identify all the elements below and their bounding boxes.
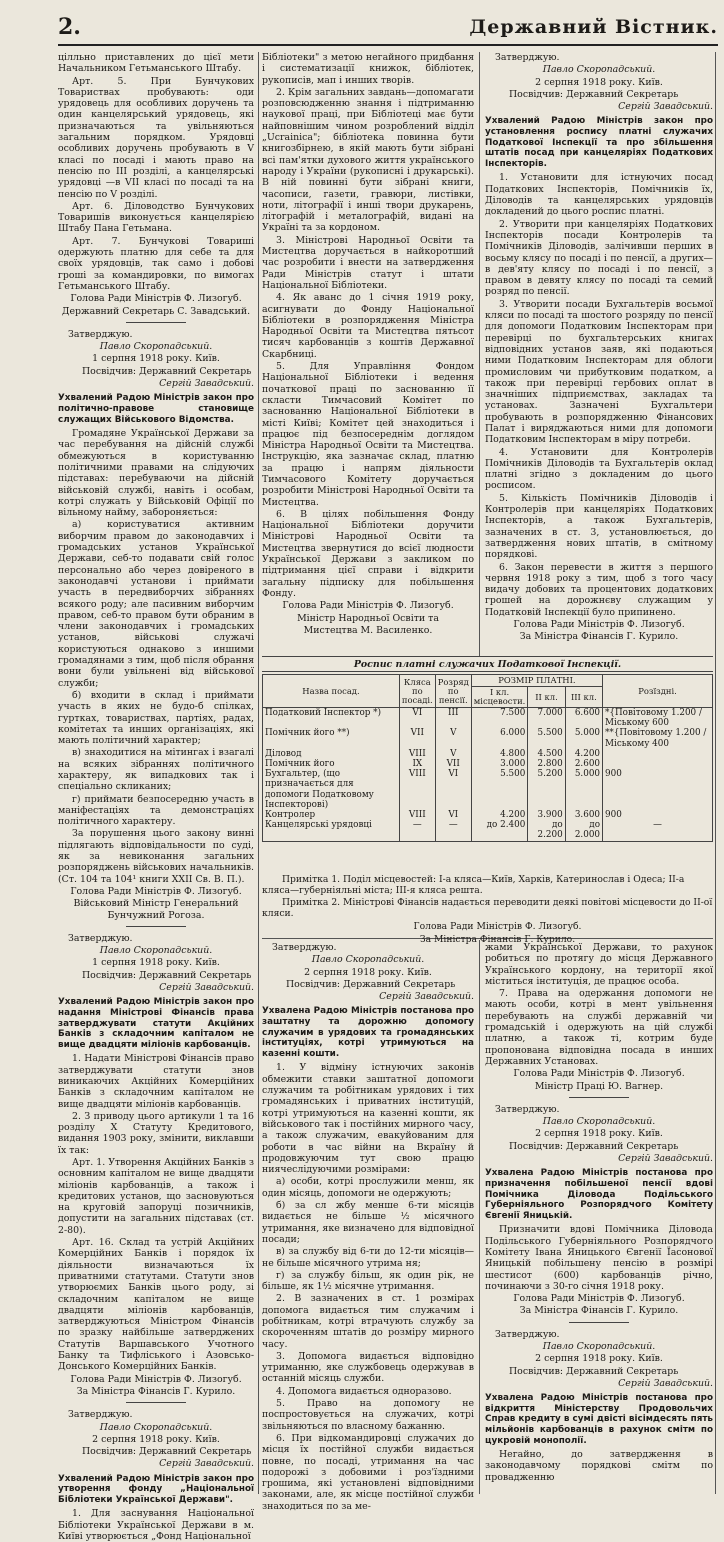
paragraph: б) за сл жбу менше 6-ти місяців видається не більше ½ місячного утримання, яке визначено для відповідної посади;	[262, 1200, 474, 1245]
roster-table	[262, 674, 713, 842]
cell-class: IX	[399, 759, 435, 769]
header-class-post: Кляса по посаді.	[399, 675, 435, 708]
cell-travel: 900	[603, 769, 713, 810]
approver-name: Павло Скоропадський.	[542, 1116, 656, 1128]
cell-travel	[603, 759, 713, 769]
cell-salary-1: до 2.400	[471, 820, 528, 841]
countersign-name: Сергій Завадський.	[379, 991, 474, 1003]
countersign-label: Посвідчив: Державний Секретарь	[82, 365, 252, 377]
cell-travel: *{Повітовому 1.200 / Міському 600	[603, 708, 713, 729]
roster-note: Примітка 2. Міністрові Фінансів надається переводити деякі повітові місцевости до II-ої кляси.	[262, 897, 713, 919]
salary-roster	[262, 656, 713, 945]
paragraph: г) за службу більш, як один рік, не більше, як 1½ місячне утримання.	[262, 1269, 474, 1293]
cell-salary-3: 2.600	[565, 759, 602, 769]
countersign-label: Посвідчив: Державний Секретарь	[82, 1446, 252, 1458]
cell-class: VIII	[399, 749, 435, 759]
cell-travel	[603, 749, 713, 759]
approval-date: 1 серпня 1918 року. Київ.	[92, 353, 220, 365]
roster-note: Примітка 1. Поділ місцевостей: I-а кляса—Київ, Харків, Катеринослав і Одеса; II-а кляса—губерніяльні міста; III-я кляса решта.	[262, 874, 685, 896]
table-row	[263, 708, 713, 729]
paragraph: а) особи, котрі прослужили менш, як один місяць, допомоги не одержують;	[262, 1176, 474, 1199]
signature-line: Голова Ради Міністрів Ф. Лизогуб.	[513, 1068, 685, 1080]
roster-notes	[262, 874, 713, 946]
column-right	[485, 52, 713, 652]
table-row	[263, 820, 713, 841]
paragraph: а) користуватися активним виборчим правом до законодавчих і громадських установ Української Держави, себ-то подавати свій голос персонально або через довіреного в законодавчі установи і приймати участь в передвиборчих зібраннях всякого роду; але пасивним виборчим правом, себ-то правом бути обраним в члени законодавчих і громадських установ, військові служачі користуються однаково з иншими громадянами з тим, щоб після обрання вони були увільнені від військової служби;	[58, 519, 254, 689]
countersign-name: Сергій Завадський.	[618, 101, 713, 113]
signature-line: Міністр Народньої Освіти та	[297, 612, 439, 624]
paragraph: 5. Для Управління Фондом Національної Бібліотеки і ведення початкової праці по заснованню її скласти Тимчасовий Комітет по заснованню Національної Бібліотеки в місті Київі; Комітет цей знаходиться і працює під безпосереднім доглядом Міністра Народньої Освіти та Мистецтва. Інструкцію, яка зазначає склад, платню за працю і напрям діяльности Тимчасового Комітету доручається розробити Міністрові Народньої Освіти та Мистецтва.	[262, 361, 474, 508]
signature-line: Голова Ради Міністрів Ф. Лизогуб.	[513, 619, 685, 631]
cell-class: VIII	[399, 769, 435, 810]
cell-post: Помічник його	[263, 759, 400, 769]
countersign-name: Сергій Завадський.	[159, 982, 254, 994]
signature-line: Голова Ради Міністрів Ф. Лизогуб.	[513, 1293, 685, 1305]
cell-salary-2: 7.000	[528, 708, 565, 729]
cell-salary-2: 5.500	[528, 728, 565, 748]
article-heading: Ухвалений Радою Міністрів закон про установлення роспису платні служачих Податкової Інспекції та про збільшення штатів посад при канцеляріях Податкових Інспекторів.	[485, 116, 713, 169]
paragraph: 2. В зазначених в ст. 1 розмірах допомога видається тим служачим і робітникам, котрі втрачують службу за скороченням штатів до розміру мирного часу.	[262, 1293, 474, 1350]
cell-salary-1: 4.800	[471, 749, 528, 759]
approval-label: Затверджую.	[68, 328, 133, 340]
paragraph: 6. Закон перевести в життя з першого червня 1918 року з тим, щоб з того часу видачу добових та процентових додаткових грошей на дорожнєву служащим у Податковій Інспекції було припинено.	[485, 561, 713, 618]
header-salary: РОЗМІР ПЛАТНІ.	[471, 675, 602, 687]
header-travel: Розїздні.	[603, 675, 713, 708]
approval-label: Затверджую.	[495, 1103, 560, 1115]
cell-post: Канцелярські урядовці	[263, 820, 400, 841]
approver-name: Павло Скоропадський.	[542, 64, 656, 76]
header-places: місцевости.	[473, 696, 526, 706]
cell-salary-1: 4.200	[471, 810, 528, 820]
signature-line: За Міністра Фінансів Г. Курило.	[76, 1385, 236, 1397]
paragraph: Призначити вдові Помічника Діловода Подільського Губерніяльного Розпорядчого Комітету Івана Яницького Євгенії Їасонової Яницькій побільшену пенсію в розмірі шестисот (600) карбованців річно, починаючи з 30-го січня 1918 року.	[485, 1224, 713, 1292]
column-divider	[479, 940, 480, 1494]
cell-salary-2: 5.200	[528, 769, 565, 810]
cell-travel: —	[603, 820, 713, 841]
paragraph: 5. Кількість Помічників Діловодів і Контролерів при канцеляріях Податкових Інспекторів, а також Бухгальтерів, зазначених в ст. 3, установлюється, до затвердження нових штатів, в смітному порядкові.	[485, 492, 713, 561]
countersign-name: Сергій Завадський.	[618, 1377, 713, 1389]
cell-post: Податковий Інспектор *)	[263, 708, 400, 729]
header-class-2: II кл.	[528, 687, 565, 708]
cell-post: Контролер	[263, 810, 400, 820]
table-row	[263, 810, 713, 820]
approval-date: 2 серпня 1918 року. Київ.	[535, 1353, 663, 1365]
approver-name: Павло Скоропадський.	[542, 1340, 656, 1352]
approver-name: Павло Скоропадський.	[99, 341, 213, 353]
cell-salary-1: 7.500	[471, 708, 528, 729]
paragraph: 1. Для заснування Національної Бібліотеки Української Держави в м. Київі утворюється „Фонд Національної	[58, 1508, 254, 1542]
paragraph: 2. Утворити при канцеляріях Податкових Інспекторів посади Контролерів та Помічників Діловодів, залічивши перших в восьму клясу по посаді і по пенсії, а других—в дев'яту клясу по посаді і по пенсії, з правом в девяту клясу по посаді та семий розряд по пенсії.	[485, 218, 713, 298]
signature-line: Голова Ради Міністрів Ф. Лизогуб.	[70, 293, 242, 305]
divider	[126, 926, 186, 927]
approval-date: 2 серпня 1918 року. Київ.	[535, 1128, 663, 1140]
table-row	[263, 728, 713, 748]
signature-line: Голова Ради Міністрів Ф. Лизогуб.	[282, 600, 454, 612]
column-left	[58, 52, 254, 1542]
approval-label: Затверджую.	[495, 1328, 560, 1340]
article-heading: Ухвалений Радою Міністрів закон про надання Міністрові Фінансів права затверджувати статути Акційних Банків з складочним капіталом не вище двадцяти міліонів карбованців.	[58, 997, 254, 1050]
cell-pension: —	[435, 820, 471, 841]
cell-salary-3: до 2.000	[565, 820, 602, 841]
approver-name: Павло Скоропадський.	[99, 1421, 213, 1433]
divider	[126, 1402, 186, 1403]
cell-class: VI	[399, 708, 435, 729]
paragraph: б) входити в склад і приймати участь в яких не будо-б спілках, гуртках, товариствах, партіях, радах, комітетах та инших організаціях, які мають політичний характер;	[58, 689, 254, 747]
paragraph: Бібліотеки" з метою негайного придбання і систематизації книжок, бібліотек, рукописів, мап і инших творів.	[262, 52, 474, 86]
paragraph: 3. Міністрові Народньої Освіти та Мистецтва доручається в найкоротший час розробити і внести на затвердження Ради Міністрів статут і штати Національної Бібліотеки.	[262, 234, 474, 291]
countersign-label: Посвідчив: Державний Секретарь	[509, 88, 679, 100]
signature-line: Військовий Міністр Генеральний Бунчужний Рогоза.	[73, 898, 239, 921]
article-heading: Ухвалена Радою Міністрів постанова про відкриття Міністерству Продовольчих Справ кредиту в сумі двісті вісімдесять пять мільйонів карбованців в рахунок смітм по цукровій монополії.	[485, 1393, 713, 1446]
approver-name: Павло Скоропадський.	[99, 945, 213, 957]
article-heading: Ухвалена Радою Міністрів постанова про призначення побільшеної пенсії вдові Помічника Діловода Подільського Губерніяльного Розпорядчого Комітету Євгенії Яницькій.	[485, 1168, 713, 1221]
divider	[569, 1322, 629, 1323]
approval-date: 2 серпня 1918 року. Київ.	[92, 1433, 220, 1445]
paragraph: 3. Утворити посади Бухгальтерів восьмої кляси по посаді та шостого розряду по пенсії для допомоги Податковим Інспекторам при перевірці по бухгальтерських книгах відповідних установ заяв, які подаються ними Податковим Інспекторам для облоги промисловим чи прибутковим податком, а також при перевірці гербових оплат в значніших підприємствах, закладах та установах. Зазначені Бухгальтери пробувають в розпорядженню Фінансових Палат і виряджаються ними для допомоги Податковим Інспекторам в міру потреби.	[485, 298, 713, 446]
paragraph: 4. Допомога видається одноразово.	[276, 1385, 452, 1397]
signature-line: За Міністра Фінансів Г. Курило.	[519, 1305, 679, 1317]
paragraph: 6. В цілях побільшення Фонду Національної Бібліотеки доручити Міністрові Народньої Освіти та Мистецтва звернутися до всієї людности Української Держави з закликом по підтримання цієї справи і відкрити загальну підписку для побільшення Фонду.	[262, 508, 474, 599]
paragraph: г) приймати безпосередню участь в маніфестаціях та демонстраціях політичного характеру.	[58, 793, 254, 828]
signature-line: За Міністра Фінансів Г. Курило.	[519, 631, 679, 643]
paragraph: Громадяне Української Держави за час перебування на дійсній службі обмежуються в користуванню політичними правами на слідуючих підставах: перебуваючи на дійсній військовій службі, навіть і особам, котрі служать у Військовій Офіції по вільному найму, забороняється:	[58, 428, 254, 519]
approval-label: Затверджую.	[495, 52, 560, 63]
cell-post: Діловод	[263, 749, 400, 759]
cell-salary-1: 3.000	[471, 759, 528, 769]
newspaper-title: Державний Вістник.	[469, 16, 718, 38]
paragraph: 4. Як аванс до 1 січня 1919 року, асигнувати до Фонду Національної Бібліотеки в розпорядження Міністра Народньої Освіти та Мистецтва пятьсот тисяч карбованців з коштів Державної Скарбниці.	[262, 292, 474, 360]
column-divider	[258, 52, 259, 1494]
article-heading: Ухвалена Радою Міністрів постанова про заштатну та дорожню допомогу служачим в урядових та громадянських інституціях, котрі утримуються на казенні кошти.	[262, 1006, 474, 1059]
countersign-name: Сергій Завадський.	[159, 378, 254, 390]
signature-line: Мистецтва М. Василенко.	[303, 624, 433, 636]
paragraph: 1. Установити для істнуючих посад Податкових Інспекторів, Помічників їх, Діловодів та канцелярських урядовців докладений до цього роспис платні.	[485, 172, 713, 218]
cell-salary-3: 3.600	[565, 810, 602, 820]
masthead	[58, 14, 718, 46]
cell-pension: V	[435, 728, 471, 748]
header-class-pension: Розряд по пенсії.	[435, 675, 471, 708]
table-row	[263, 749, 713, 759]
signature-line: Голова Ради Міністрів Ф. Лизогуб.	[413, 921, 582, 932]
paragraph: 5. Право на допомогу не поспростовується на служачих, котрі звільняються по власному бажанню.	[262, 1398, 474, 1432]
signature-line: Міністр Праці Ю. Вагнер.	[534, 1080, 664, 1092]
paragraph: Негайно, до затвердження в законодавчому порядкові смітм по провадженню	[485, 1449, 713, 1483]
cell-pension: V	[435, 749, 471, 759]
cell-salary-3: 5.000	[565, 728, 602, 748]
paragraph: цілльно приставлених до цієї мети Начальником Гетьманського Штабу.	[58, 52, 254, 75]
paragraph: 2. Крім загальних завдань—допомагати розповсюдженню знання і підтриманню наукової праці, при Бібліотеці має бути найповнішим чином розроблений відділ „Ucrainica"; бібліотека повинна бути книгозбірнею, в якій мають бути зібрані всі пам'ятки духового життя українського народу і України (рукописні і друкарські). В ній повинні бути зібрані книги, часописи, газети, гравюри, листівки, ноти, літографії і инші твори друкарень, літографій і металографій, видані на Україні та за кордоном.	[262, 86, 474, 234]
column-divider	[715, 52, 716, 1494]
cell-travel: 900	[603, 810, 713, 820]
paragraph: 1. У відміну істнуючих законів обмежити ставки заштатної допомоги служачим та робітникам урядових і тих громадянських і приватних інституцій, котрі утримуються на казенні кошти, як військового так і постійних мирного часу, а також служачим, евакуйованим для роботи в час війни на Вкраїну й продовжуючим тут свою працю ниячеслідуючими розмірами:	[262, 1062, 474, 1176]
cell-salary-3: 4.200	[565, 749, 602, 759]
countersign-label: Посвідчив: Державний Секретарь	[509, 1365, 679, 1377]
column-right-lower	[485, 942, 713, 1494]
cell-salary-1: 5.500	[471, 769, 528, 810]
signature-line: Голова Ради Міністрів Ф. Лизогуб.	[70, 885, 242, 897]
cell-post: Бухгальтер, (що призначається для допомоги Податковому Інспекторові)	[263, 769, 400, 810]
roster-title: Роспис платні служачих Податкової Інспекції.	[262, 656, 713, 672]
approver-name: Павло Скоропадський.	[311, 954, 425, 966]
countersign-name: Сергій Завадський.	[618, 1153, 713, 1165]
signature-line: За Міністра Фінансів Г. Курило.	[419, 934, 576, 945]
countersign-label: Посвідчив: Державний Секретарь	[286, 978, 456, 990]
cell-salary-2: до 2.200	[528, 820, 565, 841]
countersign-label: Посвідчив: Державний Секретарь	[509, 1140, 679, 1152]
column-middle-lower	[262, 942, 474, 1512]
table-row	[263, 769, 713, 810]
paragraph: 2. З приводу цього артикули 1 та 16 розділу X Статуту Кредитового, видання 1903 року, змінити, виклавши їх так:	[58, 1110, 254, 1156]
cell-salary-2: 2.800	[528, 759, 565, 769]
cell-pension: VI	[435, 810, 471, 820]
paragraph: Арт. 7. Бунчукові Товариші одержують платню для себе та для своїх урядовців, так само і добові гроші за командировки, по вимогах Гетьманського Штабу.	[58, 235, 254, 292]
cell-travel: **{Повітовому 1.200 / Міському 400	[603, 728, 713, 748]
approval-date: 2 серпня 1918 року. Київ.	[304, 966, 432, 978]
cell-class: —	[399, 820, 435, 841]
divider	[126, 322, 186, 323]
paragraph: жами Української Держави, то рахунок робиться по протягу до місця Державного Українського кордону, на території якої міститься інституція, де працює особа.	[485, 942, 713, 987]
cell-class: VII	[399, 728, 435, 748]
cell-salary-2: 3.900	[528, 810, 565, 820]
header-class-1: I кл. місцевости.	[471, 687, 528, 708]
table-row	[263, 759, 713, 769]
paragraph: 6. При відкомандировці служачих до місця їх постійної служби видається повне, по посаді, утримання на час подорожі з добовими і роз'їздними грошима, які установлені відповідними законами, але, як місце постійної служби знаходиться по за ме-	[262, 1432, 474, 1512]
header-class-3: III кл.	[565, 687, 602, 708]
header-post-name: Назва посад.	[263, 675, 400, 708]
approval-label: Затверджую.	[68, 1409, 133, 1421]
cell-salary-2: 4.500	[528, 749, 565, 759]
paragraph: Арт. 16. Склад та устрій Акційних Комерційних Банків і порядок їх діяльности визначаються їх приватними статутами. Статути знов утворюємих Банків цього роду, зі складочним капіталом не вище двадцяти міліонів карбованців, затверджуються Міністром Фінансів по зразку найбільше затверджених Статутів Варшавського Учотного Банку та Тифліського і Азовсько-Донського Комерційних Банків.	[58, 1237, 254, 1373]
countersign-label: Посвідчив: Державний Секретарь	[82, 969, 252, 981]
paragraph: 7. Права на одержання допомоги не мають особи, котрі в мент увільнення перебувають на службі державній чи громадській і одержують на цій службі платню, а також ті, котрим буде пропонована відповідна посада в инших Державних Установах.	[485, 988, 713, 1067]
cell-salary-3: 6.600	[565, 708, 602, 729]
cell-pension: VI	[435, 769, 471, 810]
approval-label: Затверджую.	[68, 932, 133, 944]
approval-date: 2 серпня 1918 року. Київ.	[535, 76, 663, 88]
column-middle	[262, 52, 474, 744]
paragraph: 1. Надати Міністрові Фінансів право затверджувати статути знов виникаючих Акційних Комерційних Банків з складочним капіталом не вище двадцяти міліонів карбованців.	[58, 1053, 254, 1110]
cell-pension: III	[435, 708, 471, 729]
cell-pension: VII	[435, 759, 471, 769]
paragraph: 4. Установити для Контролерів Помічників Діловодів та Бухгальтерів оклад платні згідно з докладеним до цього росписом.	[485, 446, 713, 492]
approval-date: 1 серпня 1918 року. Київ.	[92, 957, 220, 969]
cell-class: VIII	[399, 810, 435, 820]
countersign-name: Сергій Завадський.	[159, 1458, 254, 1470]
signature-line: Голова Ради Міністрів Ф. Лизогуб.	[70, 1373, 242, 1385]
paragraph: Арт. 1. Утворення Акційних Банків з основним капіталом не вище двадцяти міліонів карбованців, а також і кредитових установ, що засновуються на круговій запоруці позичників, допустити на загальних підставах (ст. 2-80).	[58, 1156, 254, 1236]
divider	[569, 1097, 629, 1098]
paragraph: 3. Допомога видається відповідно утриманню, яке службовець одержував в останній місяць служби.	[262, 1350, 474, 1385]
paragraph: в) знаходитися на мітингах і взагалі на всяких зібраннях політичного характеру, як випадкових так і спеціально скликаних;	[58, 747, 254, 793]
paragraph: За порушення цього закону винні підлягають відповідальности по суді, як за невиконання загальних розпоряджень військових начальників. (Ст. 104 та 104¹ книги XXII Св. В. П.).	[58, 828, 254, 885]
cell-salary-3: 5.000	[565, 769, 602, 810]
article-heading: Ухвалений Радою Міністрів закон про утворення фонду „Національної Бібліотеки Української Держави".	[58, 1473, 254, 1505]
signature-line: Державний Секретарь С. Завадський.	[61, 305, 251, 317]
cell-post: Помічник його **)	[263, 728, 400, 748]
article-heading: Ухвалений Радою Міністрів закон про політично-правове становище служащих Військового Відомства.	[58, 393, 254, 425]
paragraph: Арт. 5. При Бунчукових Товариствах пробувають: оди урядовець для особливих доручень та один канцелярський урядовець, які призначаються та увільняються загальним порядком. Урядовці особливих доручень пробувають в V класі по посаді і мають право на пенсію по III розділі, а канцелярські урядовці —в VII класі по посаді та на пенсію по V розділі.	[58, 75, 254, 200]
paragraph: в) за службу від 6-ти до 12-ти місяців—не більше місячного утрима ня;	[262, 1246, 474, 1269]
paragraph: Арт. 6. Діловодство Бунчукових Товаришів виконується канцелярією Штабу Пана Гетьмана.	[58, 200, 254, 235]
page-number: 2.	[58, 14, 81, 40]
column-divider	[479, 52, 480, 656]
cell-salary-1: 6.000	[471, 728, 528, 748]
approval-label: Затверджую.	[272, 942, 337, 953]
